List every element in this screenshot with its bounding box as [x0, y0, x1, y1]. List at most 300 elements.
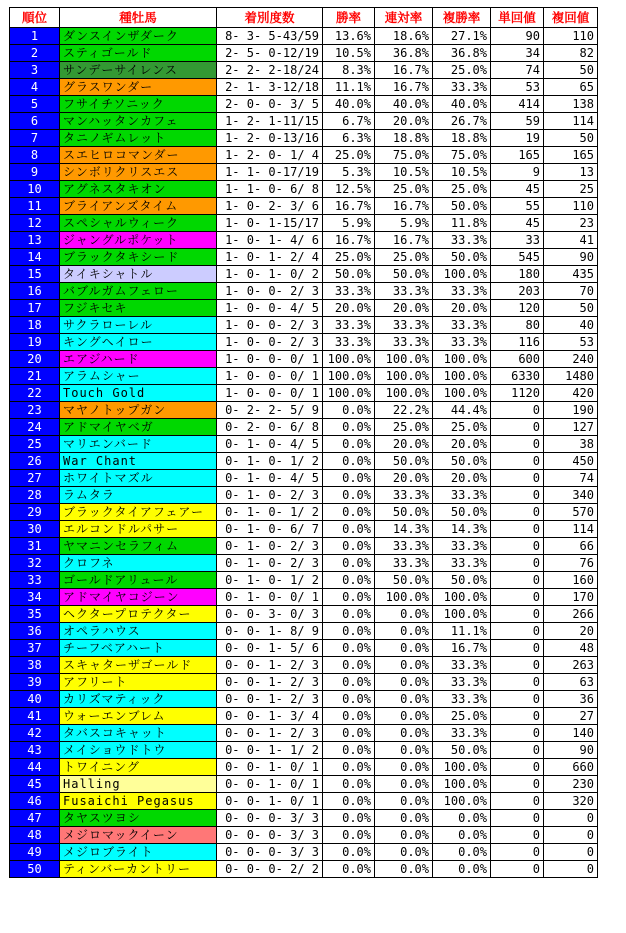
- quinella-rate-cell[interactable]: 20.0%: [375, 113, 433, 130]
- win-rate-cell[interactable]: 40.0%: [323, 96, 375, 113]
- place-return-cell[interactable]: 48: [544, 640, 598, 657]
- place-rate-cell[interactable]: 33.3%: [433, 657, 491, 674]
- record-cell[interactable]: 0- 2- 2- 5/ 9: [217, 402, 323, 419]
- rank-cell[interactable]: 16: [10, 283, 60, 300]
- win-return-cell[interactable]: 9: [491, 164, 544, 181]
- quinella-rate-cell[interactable]: 0.0%: [375, 861, 433, 878]
- record-cell[interactable]: 1- 0- 0- 2/ 3: [217, 334, 323, 351]
- quinella-rate-cell[interactable]: 10.5%: [375, 164, 433, 181]
- sire-name-cell[interactable]: スペシャルウィーク: [60, 215, 217, 232]
- sire-name-cell[interactable]: ゴールドアリュール: [60, 572, 217, 589]
- place-return-cell[interactable]: 138: [544, 96, 598, 113]
- quinella-rate-cell[interactable]: 36.8%: [375, 45, 433, 62]
- place-rate-cell[interactable]: 100.0%: [433, 368, 491, 385]
- quinella-rate-cell[interactable]: 0.0%: [375, 606, 433, 623]
- sire-name-cell[interactable]: タヤスツヨシ: [60, 810, 217, 827]
- place-return-cell[interactable]: 0: [544, 810, 598, 827]
- win-return-cell[interactable]: 545: [491, 249, 544, 266]
- quinella-rate-cell[interactable]: 0.0%: [375, 640, 433, 657]
- place-rate-cell[interactable]: 33.3%: [433, 283, 491, 300]
- sire-name-cell[interactable]: スティゴールド: [60, 45, 217, 62]
- win-rate-cell[interactable]: 33.3%: [323, 334, 375, 351]
- place-rate-cell[interactable]: 18.8%: [433, 130, 491, 147]
- win-rate-cell[interactable]: 25.0%: [323, 249, 375, 266]
- sire-name-cell[interactable]: ブライアンズタイム: [60, 198, 217, 215]
- record-cell[interactable]: 1- 0- 0- 0/ 1: [217, 385, 323, 402]
- rank-cell[interactable]: 1: [10, 28, 60, 45]
- rank-cell[interactable]: 23: [10, 402, 60, 419]
- place-rate-cell[interactable]: 100.0%: [433, 606, 491, 623]
- win-return-cell[interactable]: 0: [491, 453, 544, 470]
- place-rate-cell[interactable]: 0.0%: [433, 844, 491, 861]
- place-return-cell[interactable]: 140: [544, 725, 598, 742]
- win-return-cell[interactable]: 1120: [491, 385, 544, 402]
- win-return-cell[interactable]: 45: [491, 181, 544, 198]
- win-return-cell[interactable]: 120: [491, 300, 544, 317]
- quinella-rate-cell[interactable]: 50.0%: [375, 453, 433, 470]
- quinella-rate-cell[interactable]: 0.0%: [375, 623, 433, 640]
- win-return-cell[interactable]: 0: [491, 538, 544, 555]
- place-return-cell[interactable]: 53: [544, 334, 598, 351]
- quinella-rate-cell[interactable]: 5.9%: [375, 215, 433, 232]
- record-cell[interactable]: 1- 0- 0- 2/ 3: [217, 317, 323, 334]
- win-rate-cell[interactable]: 0.0%: [323, 504, 375, 521]
- win-rate-cell[interactable]: 0.0%: [323, 436, 375, 453]
- place-rate-cell[interactable]: 33.3%: [433, 334, 491, 351]
- record-cell[interactable]: 1- 2- 0- 1/ 4: [217, 147, 323, 164]
- record-cell[interactable]: 1- 0- 1- 0/ 2: [217, 266, 323, 283]
- sire-name-cell[interactable]: ティンバーカントリー: [60, 861, 217, 878]
- rank-cell[interactable]: 20: [10, 351, 60, 368]
- sire-name-cell[interactable]: Touch Gold: [60, 385, 217, 402]
- rank-cell[interactable]: 36: [10, 623, 60, 640]
- place-return-cell[interactable]: 340: [544, 487, 598, 504]
- win-rate-cell[interactable]: 0.0%: [323, 725, 375, 742]
- sire-name-cell[interactable]: バブルガムフェロー: [60, 283, 217, 300]
- win-rate-cell[interactable]: 25.0%: [323, 147, 375, 164]
- record-cell[interactable]: 8- 3- 5-43/59: [217, 28, 323, 45]
- place-return-cell[interactable]: 66: [544, 538, 598, 555]
- header-record[interactable]: 着別度数: [217, 8, 323, 28]
- rank-cell[interactable]: 46: [10, 793, 60, 810]
- place-return-cell[interactable]: 660: [544, 759, 598, 776]
- quinella-rate-cell[interactable]: 16.7%: [375, 62, 433, 79]
- record-cell[interactable]: 2- 0- 0- 3/ 5: [217, 96, 323, 113]
- rank-cell[interactable]: 37: [10, 640, 60, 657]
- win-return-cell[interactable]: 0: [491, 572, 544, 589]
- place-return-cell[interactable]: 50: [544, 62, 598, 79]
- win-return-cell[interactable]: 414: [491, 96, 544, 113]
- place-return-cell[interactable]: 0: [544, 844, 598, 861]
- win-return-cell[interactable]: 0: [491, 844, 544, 861]
- quinella-rate-cell[interactable]: 18.6%: [375, 28, 433, 45]
- win-return-cell[interactable]: 0: [491, 810, 544, 827]
- rank-cell[interactable]: 34: [10, 589, 60, 606]
- sire-name-cell[interactable]: War Chant: [60, 453, 217, 470]
- sire-name-cell[interactable]: メイショウドトウ: [60, 742, 217, 759]
- sire-name-cell[interactable]: サンデーサイレンス: [60, 62, 217, 79]
- place-rate-cell[interactable]: 100.0%: [433, 385, 491, 402]
- quinella-rate-cell[interactable]: 0.0%: [375, 691, 433, 708]
- rank-cell[interactable]: 13: [10, 232, 60, 249]
- win-return-cell[interactable]: 180: [491, 266, 544, 283]
- win-rate-cell[interactable]: 0.0%: [323, 674, 375, 691]
- win-rate-cell[interactable]: 0.0%: [323, 606, 375, 623]
- win-rate-cell[interactable]: 0.0%: [323, 538, 375, 555]
- record-cell[interactable]: 0- 1- 0- 2/ 3: [217, 487, 323, 504]
- place-return-cell[interactable]: 240: [544, 351, 598, 368]
- sire-name-cell[interactable]: メジロマックイーン: [60, 827, 217, 844]
- record-cell[interactable]: 0- 0- 1- 2/ 3: [217, 691, 323, 708]
- place-return-cell[interactable]: 165: [544, 147, 598, 164]
- place-return-cell[interactable]: 266: [544, 606, 598, 623]
- place-return-cell[interactable]: 114: [544, 113, 598, 130]
- win-rate-cell[interactable]: 33.3%: [323, 283, 375, 300]
- sire-name-cell[interactable]: ブラックタイアフェアー: [60, 504, 217, 521]
- win-return-cell[interactable]: 0: [491, 436, 544, 453]
- place-return-cell[interactable]: 435: [544, 266, 598, 283]
- header-place-rate[interactable]: 複勝率: [433, 8, 491, 28]
- record-cell[interactable]: 0- 0- 1- 2/ 3: [217, 657, 323, 674]
- record-cell[interactable]: 0- 0- 1- 2/ 3: [217, 674, 323, 691]
- quinella-rate-cell[interactable]: 20.0%: [375, 300, 433, 317]
- record-cell[interactable]: 0- 1- 0- 1/ 2: [217, 572, 323, 589]
- place-rate-cell[interactable]: 33.3%: [433, 725, 491, 742]
- win-return-cell[interactable]: 80: [491, 317, 544, 334]
- place-rate-cell[interactable]: 11.8%: [433, 215, 491, 232]
- win-rate-cell[interactable]: 0.0%: [323, 623, 375, 640]
- rank-cell[interactable]: 50: [10, 861, 60, 878]
- rank-cell[interactable]: 41: [10, 708, 60, 725]
- place-return-cell[interactable]: 190: [544, 402, 598, 419]
- record-cell[interactable]: 2- 1- 3-12/18: [217, 79, 323, 96]
- rank-cell[interactable]: 45: [10, 776, 60, 793]
- sire-name-cell[interactable]: Fusaichi Pegasus: [60, 793, 217, 810]
- sire-name-cell[interactable]: アドマイヤベガ: [60, 419, 217, 436]
- win-return-cell[interactable]: 0: [491, 793, 544, 810]
- win-rate-cell[interactable]: 0.0%: [323, 487, 375, 504]
- sire-name-cell[interactable]: サクラローレル: [60, 317, 217, 334]
- record-cell[interactable]: 0- 0- 1- 0/ 1: [217, 759, 323, 776]
- record-cell[interactable]: 0- 1- 0- 6/ 7: [217, 521, 323, 538]
- quinella-rate-cell[interactable]: 0.0%: [375, 793, 433, 810]
- win-return-cell[interactable]: 0: [491, 402, 544, 419]
- win-rate-cell[interactable]: 100.0%: [323, 368, 375, 385]
- place-return-cell[interactable]: 36: [544, 691, 598, 708]
- sire-name-cell[interactable]: マリエンバード: [60, 436, 217, 453]
- place-rate-cell[interactable]: 33.3%: [433, 691, 491, 708]
- place-rate-cell[interactable]: 20.0%: [433, 300, 491, 317]
- place-return-cell[interactable]: 230: [544, 776, 598, 793]
- sire-name-cell[interactable]: アグネスタキオン: [60, 181, 217, 198]
- sire-name-cell[interactable]: ジャングルポケット: [60, 232, 217, 249]
- win-return-cell[interactable]: 0: [491, 674, 544, 691]
- sire-name-cell[interactable]: スキャターザゴールド: [60, 657, 217, 674]
- sire-name-cell[interactable]: メジロブライト: [60, 844, 217, 861]
- rank-cell[interactable]: 4: [10, 79, 60, 96]
- win-rate-cell[interactable]: 10.5%: [323, 45, 375, 62]
- rank-cell[interactable]: 24: [10, 419, 60, 436]
- win-rate-cell[interactable]: 6.7%: [323, 113, 375, 130]
- sire-name-cell[interactable]: Halling: [60, 776, 217, 793]
- rank-cell[interactable]: 25: [10, 436, 60, 453]
- header-win-return[interactable]: 単回値: [491, 8, 544, 28]
- win-return-cell[interactable]: 74: [491, 62, 544, 79]
- place-rate-cell[interactable]: 100.0%: [433, 351, 491, 368]
- quinella-rate-cell[interactable]: 33.3%: [375, 538, 433, 555]
- place-rate-cell[interactable]: 33.3%: [433, 79, 491, 96]
- place-return-cell[interactable]: 65: [544, 79, 598, 96]
- quinella-rate-cell[interactable]: 50.0%: [375, 504, 433, 521]
- rank-cell[interactable]: 42: [10, 725, 60, 742]
- place-rate-cell[interactable]: 50.0%: [433, 249, 491, 266]
- rank-cell[interactable]: 30: [10, 521, 60, 538]
- rank-cell[interactable]: 44: [10, 759, 60, 776]
- quinella-rate-cell[interactable]: 33.3%: [375, 334, 433, 351]
- win-rate-cell[interactable]: 20.0%: [323, 300, 375, 317]
- place-rate-cell[interactable]: 10.5%: [433, 164, 491, 181]
- sire-name-cell[interactable]: ホワイトマズル: [60, 470, 217, 487]
- record-cell[interactable]: 0- 2- 0- 6/ 8: [217, 419, 323, 436]
- quinella-rate-cell[interactable]: 14.3%: [375, 521, 433, 538]
- place-rate-cell[interactable]: 0.0%: [433, 827, 491, 844]
- quinella-rate-cell[interactable]: 0.0%: [375, 742, 433, 759]
- win-rate-cell[interactable]: 100.0%: [323, 385, 375, 402]
- place-rate-cell[interactable]: 100.0%: [433, 266, 491, 283]
- quinella-rate-cell[interactable]: 0.0%: [375, 759, 433, 776]
- rank-cell[interactable]: 38: [10, 657, 60, 674]
- win-return-cell[interactable]: 0: [491, 759, 544, 776]
- place-rate-cell[interactable]: 50.0%: [433, 198, 491, 215]
- win-rate-cell[interactable]: 6.3%: [323, 130, 375, 147]
- sire-name-cell[interactable]: チーフベアハート: [60, 640, 217, 657]
- win-rate-cell[interactable]: 16.7%: [323, 232, 375, 249]
- win-rate-cell[interactable]: 0.0%: [323, 402, 375, 419]
- rank-cell[interactable]: 35: [10, 606, 60, 623]
- sire-name-cell[interactable]: スエヒロコマンダー: [60, 147, 217, 164]
- rank-cell[interactable]: 27: [10, 470, 60, 487]
- sire-name-cell[interactable]: エアジハード: [60, 351, 217, 368]
- quinella-rate-cell[interactable]: 33.3%: [375, 317, 433, 334]
- rank-cell[interactable]: 22: [10, 385, 60, 402]
- record-cell[interactable]: 1- 0- 0- 4/ 5: [217, 300, 323, 317]
- win-rate-cell[interactable]: 0.0%: [323, 844, 375, 861]
- place-return-cell[interactable]: 320: [544, 793, 598, 810]
- record-cell[interactable]: 1- 2- 1-11/15: [217, 113, 323, 130]
- win-rate-cell[interactable]: 8.3%: [323, 62, 375, 79]
- sire-name-cell[interactable]: ヤマニンセラフィム: [60, 538, 217, 555]
- place-rate-cell[interactable]: 100.0%: [433, 793, 491, 810]
- place-rate-cell[interactable]: 75.0%: [433, 147, 491, 164]
- win-rate-cell[interactable]: 0.0%: [323, 572, 375, 589]
- win-rate-cell[interactable]: 0.0%: [323, 470, 375, 487]
- quinella-rate-cell[interactable]: 0.0%: [375, 776, 433, 793]
- rank-cell[interactable]: 49: [10, 844, 60, 861]
- win-rate-cell[interactable]: 0.0%: [323, 453, 375, 470]
- record-cell[interactable]: 1- 1- 0- 6/ 8: [217, 181, 323, 198]
- header-win-rate[interactable]: 勝率: [323, 8, 375, 28]
- record-cell[interactable]: 0- 0- 1- 3/ 4: [217, 708, 323, 725]
- win-rate-cell[interactable]: 0.0%: [323, 861, 375, 878]
- place-rate-cell[interactable]: 50.0%: [433, 453, 491, 470]
- record-cell[interactable]: 0- 1- 0- 1/ 2: [217, 504, 323, 521]
- place-return-cell[interactable]: 90: [544, 742, 598, 759]
- record-cell[interactable]: 2- 2- 2-18/24: [217, 62, 323, 79]
- win-rate-cell[interactable]: 33.3%: [323, 317, 375, 334]
- sire-name-cell[interactable]: タニノギムレット: [60, 130, 217, 147]
- place-rate-cell[interactable]: 26.7%: [433, 113, 491, 130]
- quinella-rate-cell[interactable]: 0.0%: [375, 827, 433, 844]
- rank-cell[interactable]: 18: [10, 317, 60, 334]
- place-return-cell[interactable]: 90: [544, 249, 598, 266]
- record-cell[interactable]: 0- 0- 3- 0/ 3: [217, 606, 323, 623]
- place-return-cell[interactable]: 50: [544, 130, 598, 147]
- place-return-cell[interactable]: 20: [544, 623, 598, 640]
- rank-cell[interactable]: 47: [10, 810, 60, 827]
- win-return-cell[interactable]: 0: [491, 708, 544, 725]
- sire-name-cell[interactable]: マヤノトップガン: [60, 402, 217, 419]
- record-cell[interactable]: 2- 5- 0-12/19: [217, 45, 323, 62]
- quinella-rate-cell[interactable]: 100.0%: [375, 351, 433, 368]
- win-return-cell[interactable]: 0: [491, 827, 544, 844]
- rank-cell[interactable]: 9: [10, 164, 60, 181]
- sire-name-cell[interactable]: キングヘイロー: [60, 334, 217, 351]
- record-cell[interactable]: 0- 1- 0- 0/ 1: [217, 589, 323, 606]
- record-cell[interactable]: 1- 0- 1-15/17: [217, 215, 323, 232]
- quinella-rate-cell[interactable]: 0.0%: [375, 844, 433, 861]
- win-return-cell[interactable]: 0: [491, 589, 544, 606]
- rank-cell[interactable]: 43: [10, 742, 60, 759]
- win-return-cell[interactable]: 0: [491, 861, 544, 878]
- win-rate-cell[interactable]: 5.3%: [323, 164, 375, 181]
- quinella-rate-cell[interactable]: 25.0%: [375, 181, 433, 198]
- sire-name-cell[interactable]: フサイチソニック: [60, 96, 217, 113]
- sire-name-cell[interactable]: アラムシャー: [60, 368, 217, 385]
- quinella-rate-cell[interactable]: 100.0%: [375, 368, 433, 385]
- place-rate-cell[interactable]: 33.3%: [433, 555, 491, 572]
- win-return-cell[interactable]: 0: [491, 776, 544, 793]
- record-cell[interactable]: 0- 0- 1- 0/ 1: [217, 776, 323, 793]
- win-rate-cell[interactable]: 0.0%: [323, 742, 375, 759]
- place-rate-cell[interactable]: 25.0%: [433, 419, 491, 436]
- win-rate-cell[interactable]: 12.5%: [323, 181, 375, 198]
- record-cell[interactable]: 0- 0- 1- 8/ 9: [217, 623, 323, 640]
- place-rate-cell[interactable]: 11.1%: [433, 623, 491, 640]
- place-rate-cell[interactable]: 0.0%: [433, 810, 491, 827]
- place-rate-cell[interactable]: 14.3%: [433, 521, 491, 538]
- sire-name-cell[interactable]: アドマイヤコジーン: [60, 589, 217, 606]
- win-rate-cell[interactable]: 50.0%: [323, 266, 375, 283]
- win-return-cell[interactable]: 203: [491, 283, 544, 300]
- win-rate-cell[interactable]: 0.0%: [323, 657, 375, 674]
- rank-cell[interactable]: 40: [10, 691, 60, 708]
- record-cell[interactable]: 0- 1- 0- 4/ 5: [217, 470, 323, 487]
- rank-cell[interactable]: 10: [10, 181, 60, 198]
- rank-cell[interactable]: 29: [10, 504, 60, 521]
- quinella-rate-cell[interactable]: 20.0%: [375, 436, 433, 453]
- rank-cell[interactable]: 8: [10, 147, 60, 164]
- place-return-cell[interactable]: 70: [544, 283, 598, 300]
- rank-cell[interactable]: 12: [10, 215, 60, 232]
- win-return-cell[interactable]: 0: [491, 623, 544, 640]
- header-quinella-rate[interactable]: 連対率: [375, 8, 433, 28]
- place-return-cell[interactable]: 23: [544, 215, 598, 232]
- rank-cell[interactable]: 48: [10, 827, 60, 844]
- place-rate-cell[interactable]: 25.0%: [433, 181, 491, 198]
- record-cell[interactable]: 0- 0- 1- 5/ 6: [217, 640, 323, 657]
- win-return-cell[interactable]: 116: [491, 334, 544, 351]
- rank-cell[interactable]: 15: [10, 266, 60, 283]
- record-cell[interactable]: 1- 1- 0-17/19: [217, 164, 323, 181]
- rank-cell[interactable]: 3: [10, 62, 60, 79]
- sire-name-cell[interactable]: クロフネ: [60, 555, 217, 572]
- sire-name-cell[interactable]: シンボリクリスエス: [60, 164, 217, 181]
- win-rate-cell[interactable]: 0.0%: [323, 555, 375, 572]
- place-return-cell[interactable]: 170: [544, 589, 598, 606]
- header-sire[interactable]: 種牡馬: [60, 8, 217, 28]
- win-return-cell[interactable]: 0: [491, 521, 544, 538]
- record-cell[interactable]: 1- 0- 0- 2/ 3: [217, 283, 323, 300]
- header-rank[interactable]: 順位: [10, 8, 60, 28]
- win-rate-cell[interactable]: 16.7%: [323, 198, 375, 215]
- win-return-cell[interactable]: 45: [491, 215, 544, 232]
- place-rate-cell[interactable]: 25.0%: [433, 62, 491, 79]
- place-rate-cell[interactable]: 100.0%: [433, 589, 491, 606]
- sire-name-cell[interactable]: トワイニング: [60, 759, 217, 776]
- place-return-cell[interactable]: 420: [544, 385, 598, 402]
- record-cell[interactable]: 0- 0- 0- 3/ 3: [217, 844, 323, 861]
- place-return-cell[interactable]: 263: [544, 657, 598, 674]
- record-cell[interactable]: 0- 0- 0- 3/ 3: [217, 827, 323, 844]
- win-rate-cell[interactable]: 0.0%: [323, 708, 375, 725]
- rank-cell[interactable]: 17: [10, 300, 60, 317]
- win-return-cell[interactable]: 0: [491, 691, 544, 708]
- win-return-cell[interactable]: 0: [491, 640, 544, 657]
- place-rate-cell[interactable]: 33.3%: [433, 487, 491, 504]
- header-place-return[interactable]: 複回値: [544, 8, 598, 28]
- win-return-cell[interactable]: 600: [491, 351, 544, 368]
- place-rate-cell[interactable]: 44.4%: [433, 402, 491, 419]
- record-cell[interactable]: 0- 0- 1- 0/ 1: [217, 793, 323, 810]
- quinella-rate-cell[interactable]: 100.0%: [375, 589, 433, 606]
- quinella-rate-cell[interactable]: 16.7%: [375, 232, 433, 249]
- record-cell[interactable]: 0- 1- 0- 1/ 2: [217, 453, 323, 470]
- place-rate-cell[interactable]: 33.3%: [433, 232, 491, 249]
- win-return-cell[interactable]: 90: [491, 28, 544, 45]
- record-cell[interactable]: 0- 1- 0- 2/ 3: [217, 555, 323, 572]
- place-return-cell[interactable]: 110: [544, 198, 598, 215]
- rank-cell[interactable]: 39: [10, 674, 60, 691]
- win-return-cell[interactable]: 0: [491, 725, 544, 742]
- sire-name-cell[interactable]: フジキセキ: [60, 300, 217, 317]
- record-cell[interactable]: 0- 0- 1- 2/ 3: [217, 725, 323, 742]
- place-return-cell[interactable]: 570: [544, 504, 598, 521]
- quinella-rate-cell[interactable]: 50.0%: [375, 572, 433, 589]
- rank-cell[interactable]: 32: [10, 555, 60, 572]
- quinella-rate-cell[interactable]: 0.0%: [375, 708, 433, 725]
- place-return-cell[interactable]: 63: [544, 674, 598, 691]
- win-rate-cell[interactable]: 0.0%: [323, 521, 375, 538]
- place-rate-cell[interactable]: 36.8%: [433, 45, 491, 62]
- place-rate-cell[interactable]: 100.0%: [433, 759, 491, 776]
- quinella-rate-cell[interactable]: 0.0%: [375, 657, 433, 674]
- win-rate-cell[interactable]: 100.0%: [323, 351, 375, 368]
- place-return-cell[interactable]: 41: [544, 232, 598, 249]
- rank-cell[interactable]: 5: [10, 96, 60, 113]
- win-return-cell[interactable]: 6330: [491, 368, 544, 385]
- sire-name-cell[interactable]: グラスワンダー: [60, 79, 217, 96]
- rank-cell[interactable]: 6: [10, 113, 60, 130]
